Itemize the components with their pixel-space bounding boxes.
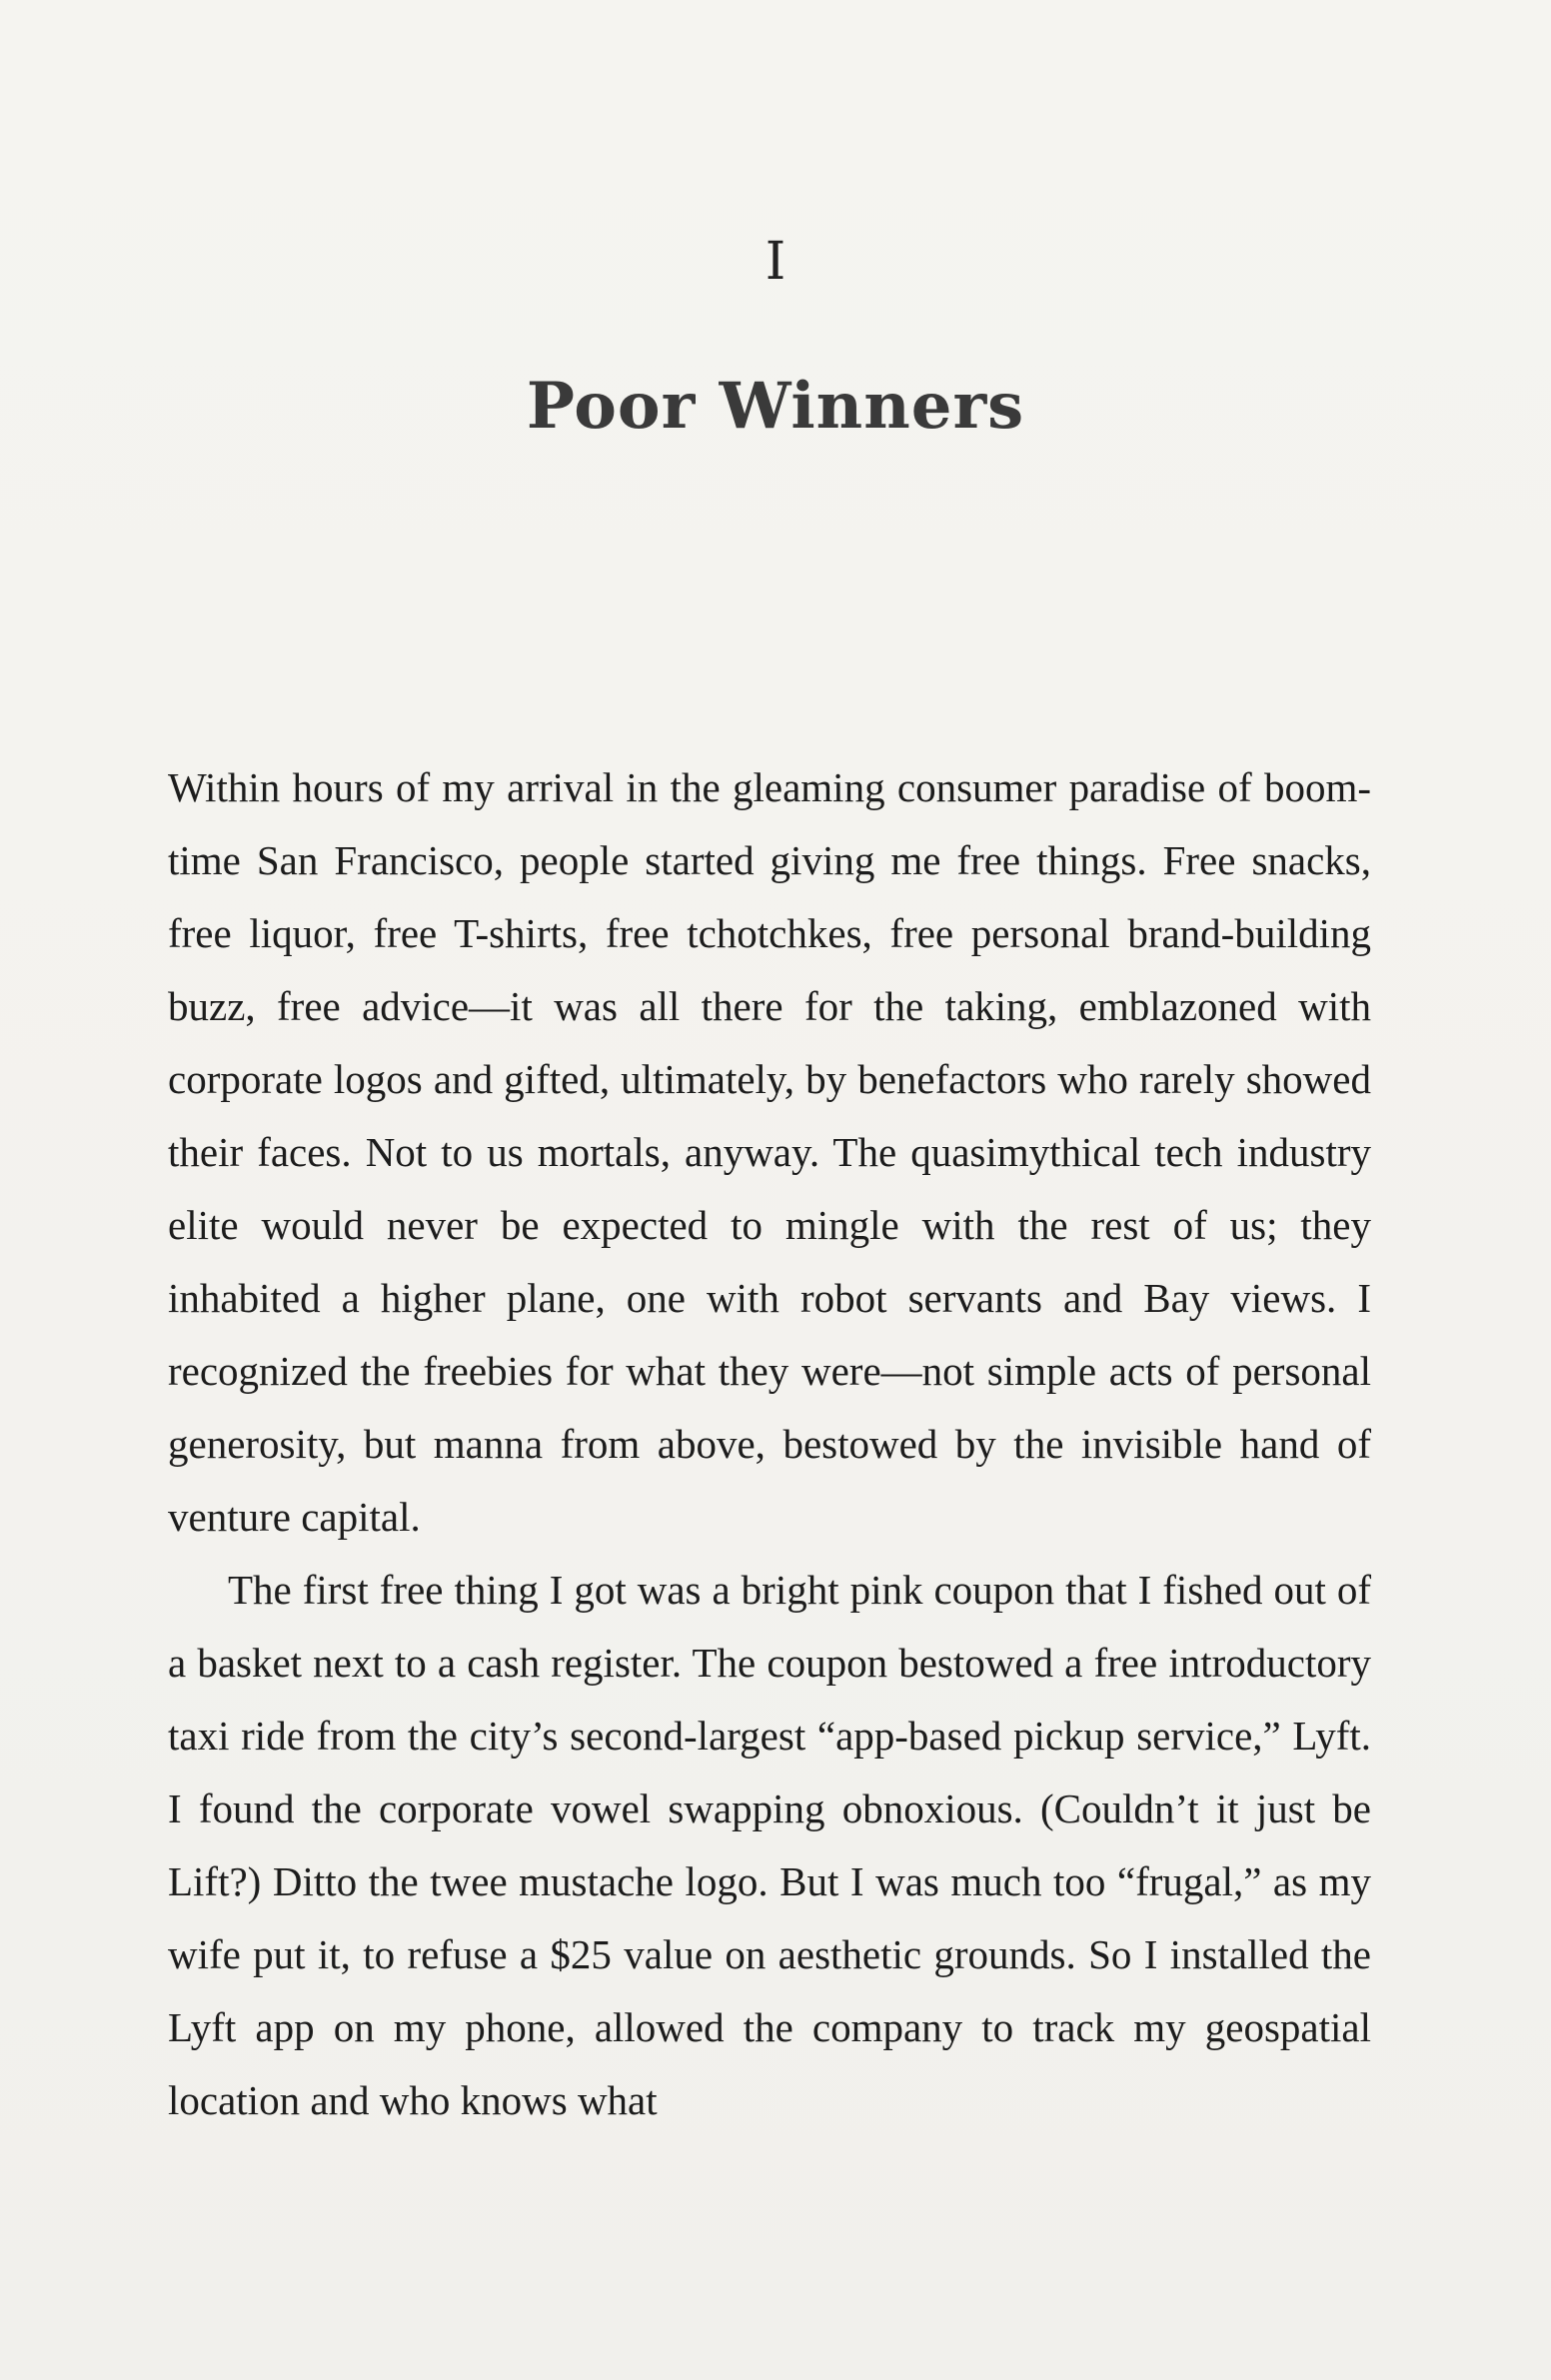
chapter-number: I (765, 232, 786, 292)
chapter-title: Poor Winners (526, 369, 1025, 444)
paragraph-1: Within hours of my arrival in the gleaming consumer paradise of boom-time San Francisco, people started giving me free things. Free snacks, free liquor, free T-shirts, free tchotchkes, free personal brand-building buzz, free advice—it was all there for the taking, emblazoned with corporate logos and gifted, ultimately, by benefactors who rarely showed their faces. Not to us mortals, anyway. The quasimythical tech industry elite would never be expected to mingle with the rest of us; they inhabited a higher plane, one with robot servants and Bay views. I recognized the freebies for what they were—not simple acts of personal generosity, but manna from above, bestowed by the invisible hand of venture capital. (168, 764, 1371, 1540)
chapter-body (168, 751, 1371, 2137)
paragraph-2: The first free thing I got was a bright pink coupon that I fished out of a basket next to a cash register. The coupon bestowed a free introductory taxi ride from the city’s second-largest “app-based pickup service,” Lyft. I found the corporate vowel swapping obnoxious. (Couldn’t it just be Lift?) Ditto the twee mustache logo. But I was much too “frugal,” as my wife put it, to refuse a $25 value on aesthetic grounds. So I installed the Lyft app on my phone, allowed the company to track my geospatial location and who knows what (168, 1567, 1371, 2123)
